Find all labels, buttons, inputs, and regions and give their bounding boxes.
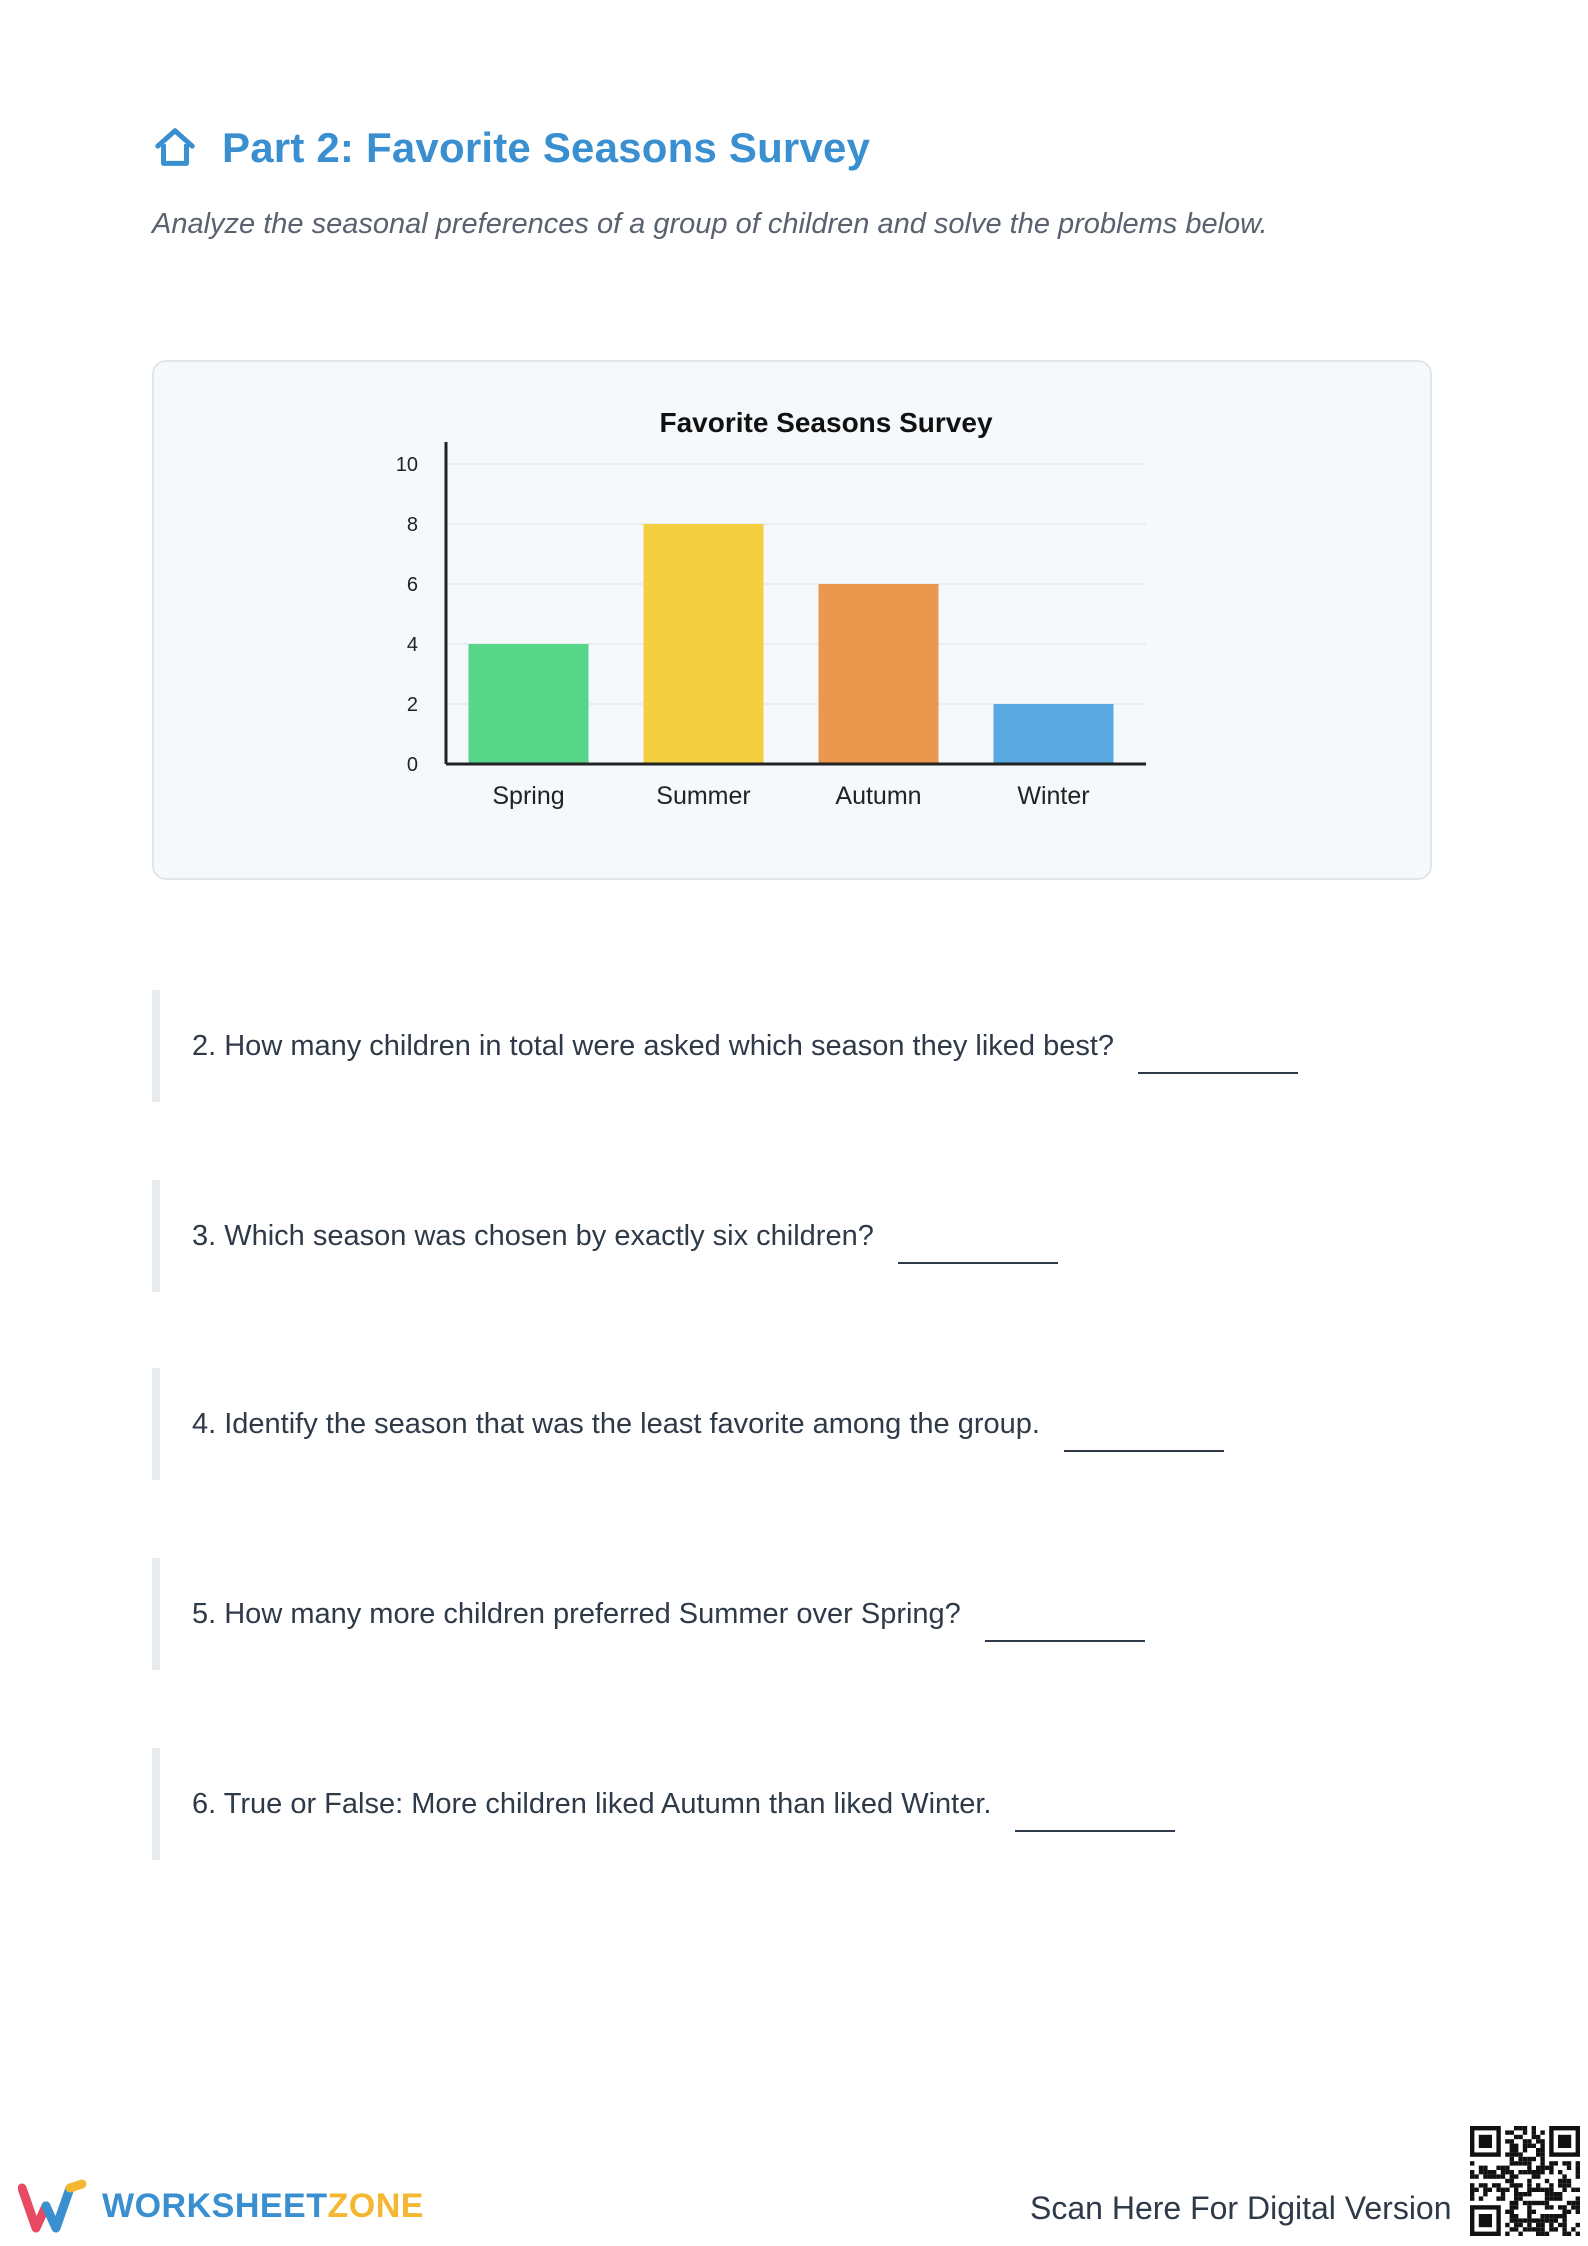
question-6 bbox=[152, 1748, 1432, 1860]
question-2 bbox=[152, 990, 1432, 1102]
bar-chart bbox=[154, 362, 1434, 882]
bar-winter bbox=[994, 704, 1114, 764]
y-tick-label: 0 bbox=[406, 754, 418, 776]
bar-summer bbox=[644, 524, 764, 764]
x-tick-label: Winter bbox=[1017, 782, 1090, 810]
y-tick-label: 10 bbox=[395, 454, 418, 476]
question-text: 2. How many children in total were asked which season they liked best? bbox=[192, 1029, 1115, 1062]
question-4 bbox=[152, 1368, 1432, 1480]
bar-autumn bbox=[819, 584, 939, 764]
y-tick-label: 2 bbox=[406, 694, 418, 716]
answer-blank[interactable] bbox=[985, 1610, 1145, 1642]
page-header bbox=[152, 118, 870, 178]
question-5 bbox=[152, 1558, 1432, 1670]
y-tick-label: 8 bbox=[406, 514, 418, 536]
question-text: 6. True or False: More children liked Autumn than liked Winter. bbox=[192, 1787, 992, 1820]
x-tick-label: Autumn bbox=[835, 782, 922, 810]
chart-title: Favorite Seasons Survey bbox=[659, 407, 993, 438]
chart-card bbox=[152, 360, 1432, 880]
footer-logo bbox=[18, 2176, 424, 2236]
answer-blank[interactable] bbox=[898, 1232, 1058, 1264]
answer-blank[interactable] bbox=[1064, 1420, 1224, 1452]
page-subtitle: Analyze the seasonal preferences of a group of children and solve the problems below. bbox=[152, 208, 1268, 240]
question-3 bbox=[152, 1180, 1432, 1292]
answer-blank[interactable] bbox=[1138, 1042, 1298, 1074]
qr-code-icon bbox=[1470, 2126, 1580, 2236]
brand-name: WORKSHEETZONE bbox=[102, 2186, 424, 2225]
answer-blank[interactable] bbox=[1015, 1800, 1175, 1832]
home-icon bbox=[152, 125, 198, 171]
question-text: 3. Which season was chosen by exactly six children? bbox=[192, 1219, 874, 1252]
y-tick-label: 4 bbox=[406, 634, 418, 656]
scan-text: Scan Here For Digital Version bbox=[1030, 2190, 1452, 2226]
worksheetzone-logo-icon bbox=[18, 2176, 88, 2236]
y-tick-label: 6 bbox=[406, 574, 418, 596]
bar-spring bbox=[469, 644, 589, 764]
question-text: 4. Identify the season that was the least favorite among the group. bbox=[192, 1407, 1040, 1440]
x-tick-label: Summer bbox=[656, 782, 751, 810]
question-text: 5. How many more children preferred Summer over Spring? bbox=[192, 1597, 961, 1630]
x-tick-label: Spring bbox=[492, 782, 565, 810]
page-title: Part 2: Favorite Seasons Survey bbox=[222, 124, 871, 171]
